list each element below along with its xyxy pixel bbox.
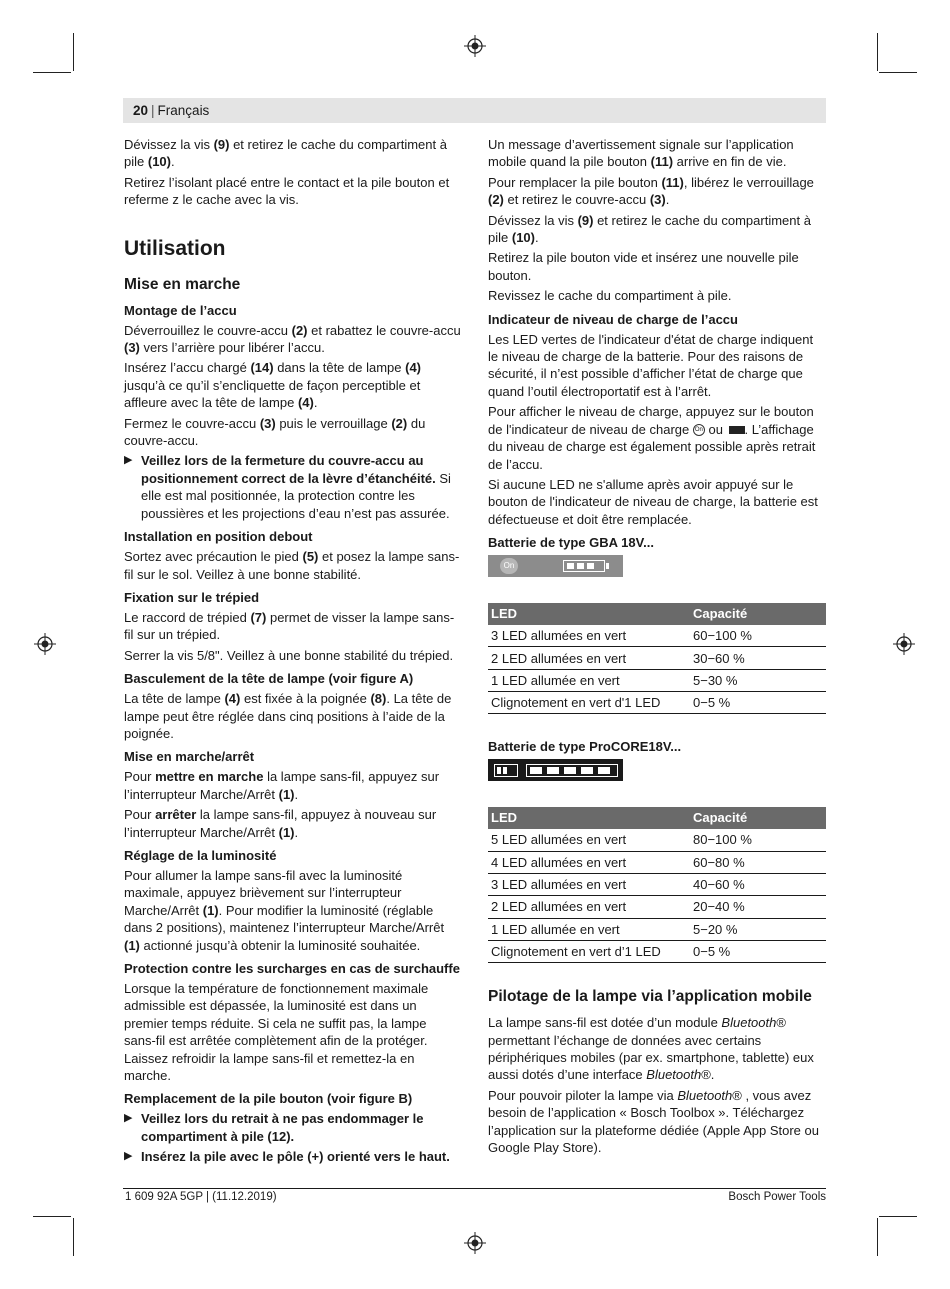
registration-mark-icon (34, 633, 56, 655)
table-row: 3 LED allumées en vert 60−100 % (488, 625, 826, 647)
paragraph: Pour allumer la lampe sans-fil avec la luminosité maximale, appuyez brièvement sur l’interrupteur Marche/Arrêt (1). Pour modifier la luminosité (réglable dans 2 positions), maintenez l’interrupteur Marche/Arrêt (1) actionné jusqu’à obtenir la luminosité souhaitée. (124, 867, 445, 953)
warning-bullet: ▶ Insérez la pile avec le pôle (+) orienté vers le haut. (124, 1149, 450, 1165)
paragraph: Sortez avec précaution le pied (5) et posez la lampe sans-fil sur le sol. Veillez à une bonne stabilité. (124, 549, 460, 582)
table-row: 3 LED allumées en vert 40−60 % (488, 873, 826, 895)
gba-capacity-table (488, 603, 826, 714)
table-row: 5 LED allumées en vert 80−100 % (488, 829, 826, 851)
paragraph: Fermez le couvre-accu (3) puis le verrouillage (2) du couvre-accu. (124, 415, 426, 449)
right-column (488, 136, 826, 1159)
table-row: Clignotement en vert d'1 LED 0−5 % (488, 692, 826, 714)
on-button-icon: On (693, 424, 705, 436)
paragraph: Retirez la pile bouton vide et insérez une nouvelle pile bouton. (488, 250, 799, 283)
on-button-icon: On (500, 558, 518, 574)
crop-mark (879, 1216, 917, 1217)
table-header: LED (488, 603, 690, 625)
paragraph: Revissez le cache du compartiment à pile. (488, 288, 732, 304)
heading-gba: Batterie de type GBA 18V... (488, 535, 654, 551)
crop-mark (877, 33, 878, 71)
paragraph: La lampe sans-fil est dotée d’un module Bluetooth® permettant l’échange de données avec certains périphériques mobiles (par ex. smartphone, tablette) eux aussi dotés d’une interface Bluetooth®. (488, 1015, 814, 1083)
crop-mark (33, 1216, 71, 1217)
crop-mark (879, 72, 917, 73)
table-row: 2 LED allumées en vert 30−60 % (488, 647, 826, 669)
heading-marche: Mise en marche/arrêt (124, 749, 255, 765)
paragraph: Déverrouillez le couvre-accu (2) et rabattez le couvre-accu (3) vers l’arrière pour libérer l’accu. (124, 322, 461, 356)
page-header (123, 98, 826, 123)
paragraph: Les LED vertes de l'indicateur d'état de charge indiquent le niveau de charge de la batterie. Pour des raisons de sécurité, il n’est possible d’afficher l’état de charge que quand l’outil électroportatif est à l’arrêt. (488, 331, 814, 399)
led-bar-icon (563, 560, 605, 572)
heading-debout: Installation en position debout (124, 529, 313, 545)
paragraph: Un message d’avertissement signale sur l’application mobile quand la pile bouton (11) arrive en fin de vie. (488, 137, 794, 170)
battery-indicator-icon (729, 426, 745, 434)
heading-application: Pilotage de la lampe via l’application mobile (488, 988, 812, 1006)
paragraph: Retirez l’isolant placé entre le contact et la pile bouton et referme z le cache avec la vis. (124, 174, 450, 208)
paragraph: Insérez l’accu chargé (14) dans la tête de lampe (4) jusqu’à ce qu’il s’encliquette de façon perceptible et affleure avec la tête de lampe (4). (124, 360, 421, 411)
heading-procore: Batterie de type ProCORE18V... (488, 739, 682, 755)
bullet-triangle-icon: ▶ (124, 1150, 133, 1163)
procore-capacity-table (488, 807, 826, 963)
header-separator: | (151, 103, 155, 118)
procore-battery-indicator-image (488, 759, 623, 781)
crop-mark (33, 72, 71, 73)
footer-document-id: 1 609 92A 5GP | (11.12.2019) (125, 1191, 277, 1203)
paragraph: Pour pouvoir piloter la lampe via Bluetooth® , vous avez besoin de l’application « Bosch Toolbox ». Téléchargez l’application sur la plateforme dédiée (Apple App Store ou Google Play Store). (488, 1087, 819, 1155)
heading-basculement: Basculement de la tête de lampe (voir figure A) (124, 671, 414, 687)
crop-mark (877, 1218, 878, 1256)
heading-trepied: Fixation sur le trépied (124, 589, 260, 605)
table-row: 1 LED allumée en vert 5−20 % (488, 918, 826, 940)
battery-icon (494, 764, 518, 777)
table-row: 2 LED allumées en vert 20−40 % (488, 896, 826, 918)
bullet-triangle-icon: ▶ (124, 1112, 133, 1125)
registration-mark-icon (464, 1232, 486, 1254)
heading-montage: Montage de l’accu (124, 302, 237, 318)
crop-mark (73, 33, 74, 71)
paragraph: La tête de lampe (4) est fixée à la poignée (8). La tête de lampe peut être réglée dans cinq positions à l’aide de la poignée. (124, 691, 452, 741)
led-bar-icon (526, 764, 618, 777)
left-column (124, 136, 461, 1169)
warning-bullet: ▶ Veillez lors de la fermeture du couvre-accu au positionnement correct de la lèvre d’étanchéité. Si elle est mal positionnée, la protection contre les poussières et les projections d’eau n’est pas assurée. (124, 453, 451, 521)
gba-battery-indicator-image (488, 555, 623, 577)
bullet-triangle-icon: ▶ (124, 454, 133, 467)
table-header: Capacité (690, 603, 826, 625)
table-header: Capacité (690, 807, 826, 829)
paragraph: Dévissez la vis (9) et retirez le cache du compartiment à pile (10). (488, 212, 811, 246)
paragraph: Le raccord de trépied (7) permet de visser la lampe sans-fil sur un trépied. (124, 609, 455, 643)
footer-rule (123, 1188, 826, 1189)
paragraph: Pour remplacer la pile bouton (11), libérez le verrouillage (2) et retirez le couvre-accu (3). (488, 174, 814, 208)
table-header: LED (488, 807, 690, 829)
subsection-title: Mise en marche (124, 275, 241, 293)
registration-mark-icon (464, 35, 486, 57)
heading-protection: Protection contre les surcharges en cas de surchauffe (124, 961, 460, 976)
registration-mark-icon (893, 633, 915, 655)
heading-luminosite: Réglage de la luminosité (124, 847, 277, 863)
table-row: 4 LED allumées en vert 60−80 % (488, 851, 826, 873)
warning-bullet: ▶ Veillez lors du retrait à ne pas endommager le compartiment à pile (12). (124, 1111, 424, 1144)
page-number: 20 (133, 103, 149, 118)
table-row: 1 LED allumée en vert 5−30 % (488, 669, 826, 691)
header-language: Français (157, 103, 210, 118)
paragraph: Si aucune LED ne s'allume après avoir appuyé sur le bouton de l'indicateur de niveau de charge, la batterie est défectueuse et doit être remplacée. (488, 476, 818, 527)
paragraph: Serrer la vis 5/8". Veillez à une bonne stabilité du trépied. (124, 647, 454, 663)
footer-brand: Bosch Power Tools (728, 1191, 826, 1203)
heading-remplacement: Remplacement de la pile bouton (voir figure B) (124, 1091, 413, 1107)
table-row: Clignotement en vert d’1 LED 0−5 % (488, 940, 826, 962)
paragraph: Dévissez la vis (9) et retirez le cache du compartiment à pile (10). (124, 137, 447, 170)
section-title: Utilisation (124, 236, 226, 260)
heading-indicateur: Indicateur de niveau de charge de l’accu (488, 311, 738, 327)
crop-mark (73, 1218, 74, 1256)
paragraph: Pour afficher le niveau de charge, appuyez sur le bouton de l'indicateur de niveau de charge On ou . L’affichage du niveau de charge est également possible après retrait de l’accu. (488, 404, 816, 472)
paragraph: Lorsque la température de fonctionnement maximale admissible est dépassée, la luminosité est dans un premier temps réduite. Si cela ne suffit pas, la lampe sans-fil est arrêtée complètement afin de la protéger. Laissez refroidir la lampe sans-fil et remettez-la en marche. (124, 981, 429, 1084)
paragraph: Pour arrêter la lampe sans-fil, appuyez à nouveau sur l’interrupteur Marche/Arrêt (1). (124, 807, 437, 840)
paragraph: Pour mettre en marche la lampe sans-fil, appuyez sur l’interrupteur Marche/Arrêt (1). (124, 769, 440, 802)
